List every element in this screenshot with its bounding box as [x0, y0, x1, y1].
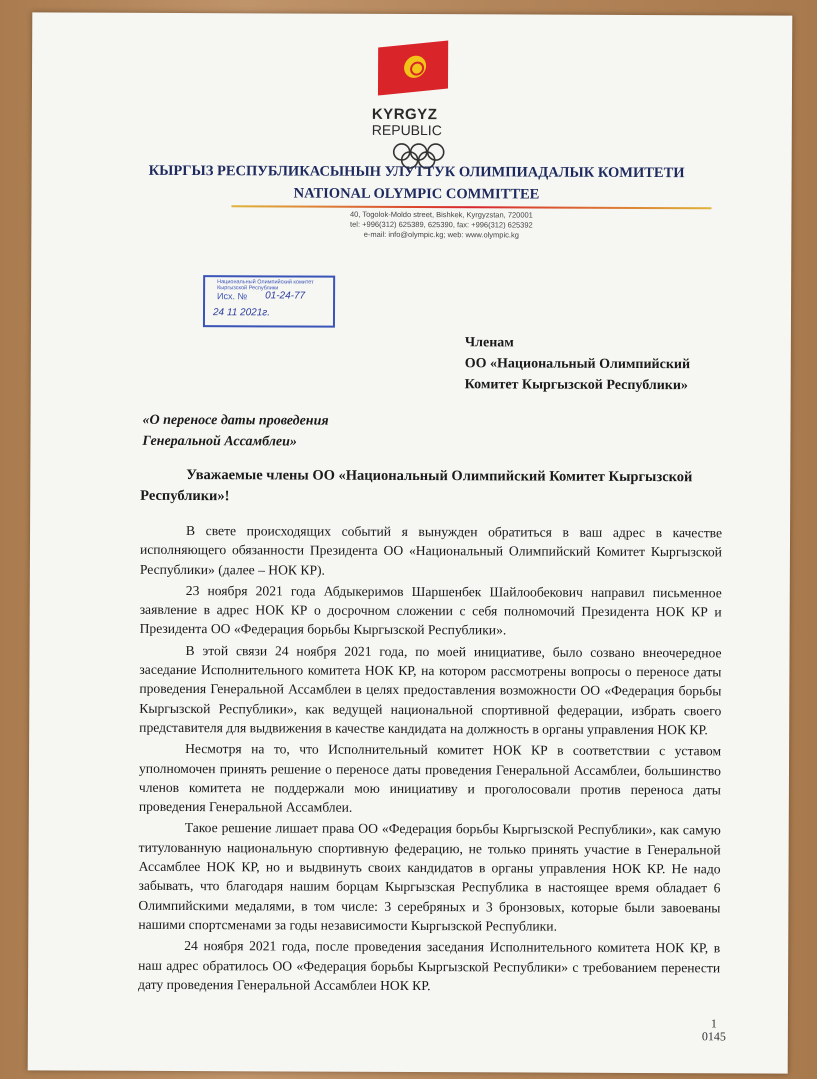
org-title-english: NATIONAL OLYMPIC COMMITTEE [293, 185, 540, 203]
letter-body [138, 521, 722, 999]
stamp-date: 24 11 2021г. [212, 307, 271, 319]
paragraph: 23 ноября 2021 года Абдыкеримов Шаршенбек Шайлообекович направил письменное заявление в адрес НОК КР о досрочном сложении с себя полномочий Президента НОК КР и Президента ОО «Федерация борьбы Кыргызской Республики». [139, 582, 722, 638]
paragraph: В свете происходящих событий я вынужден обратиться в ваш адрес в качестве исполняющего обязанности Президента ОО «Национальный Олимпийский Комитет Кыргызской Республики» (далее – НОК КР). [139, 523, 723, 578]
sun-emblem-icon [402, 52, 428, 81]
registration-stamp: Национальный Олимпийский комитет Кыргызской Республики Исх. № 01-24-77 24 11 2021г. [203, 275, 335, 328]
paragraph: Несмотря на то, что Исполнительный комитет НОК КР в соответствии с уставом уполномочен принять решение о переносе даты проведения Генеральной Ассамблеи, большинство членов комитета не поддержали мою инициативу и проголосовали против переноса даты проведения Генеральной Ассамблеи. [138, 741, 722, 815]
paragraph: Такое решение лишает права ОО «Федерация борьбы Кыргызской Республики», как самую титулованную национальную спортивную федерацию, не только принять участие в Генеральной Ассамблее НОК КР, но и выдвинуть своих кандидатов в органы управления НОК КР. Не надо забывать, что благодаря нашим борцам Кыргызская Республика в настоящее время обладает 6 Олимпийскими медалями, в том числе: 3 серебряных и 3 бронзовых, которые были завоеваны нашими спортсменами за годы независимости Кыргызской Республики. [138, 820, 721, 934]
noc-logo [372, 44, 463, 174]
org-address: 40, Togolok-Moldo street, Bishkek, Kyrgyzstan, 720001 tel: +996(312) 625389, 625390, fax: +996(312) 625392 e-mail: info@olympic.kg; web: www.olympic.kg [349, 209, 533, 240]
page-number: 1 0145 [701, 1016, 726, 1044]
logo-text-kyrgyz: KYRGYZ [371, 105, 438, 124]
kyrgyz-flag-icon [378, 40, 448, 95]
recipient-block: Членам ОО «Национальный Олимпийский Комитет Кыргызской Республики» [464, 335, 691, 394]
subject-line: «О переносе даты проведения Генеральной Ассамблеи» [142, 412, 329, 450]
logo-text-republic: REPUBLIC [371, 121, 442, 139]
stamp-ref-label: Исх. № [217, 291, 248, 302]
paragraph: 24 ноября 2021 года, после проведения заседания Исполнительного комитета НОК КР, в наш адрес обратилось ОО «Федерация борьбы Кыргызской Республики» с требованием перенести дату проведения Генеральной Ассамблеи НОК КР. [138, 938, 721, 993]
stamp-ref-number: 01-24-77 [265, 290, 306, 302]
org-title-kyrgyz: КЫРГЫЗ РЕСПУБЛИКАСЫНЫН УЛУТТУК ОЛИМПИАДАЛЫК КОМИТЕТИ [148, 162, 685, 182]
paragraph: В этой связи 24 ноября 2021 года, по моей инициативе, было созвано внеочередное заседание Исполнительного комитета НОК КР, на котором рассмотрены вопросы о переносе даты проведения Генеральной Ассамблеи в целях предоставления возможности ОО «Федерация борьбы Кыргызской Республики», как ведущей национальной спортивной федерации, избрать своего представителя для выдвижения в качестве кандидата на должность в органы управления НОК КР. [139, 642, 722, 738]
letter-page [28, 12, 793, 1073]
greeting: Уважаемые члены ОО «Национальный Олимпийский Комитет Кыргызской Республики»! [140, 467, 693, 505]
